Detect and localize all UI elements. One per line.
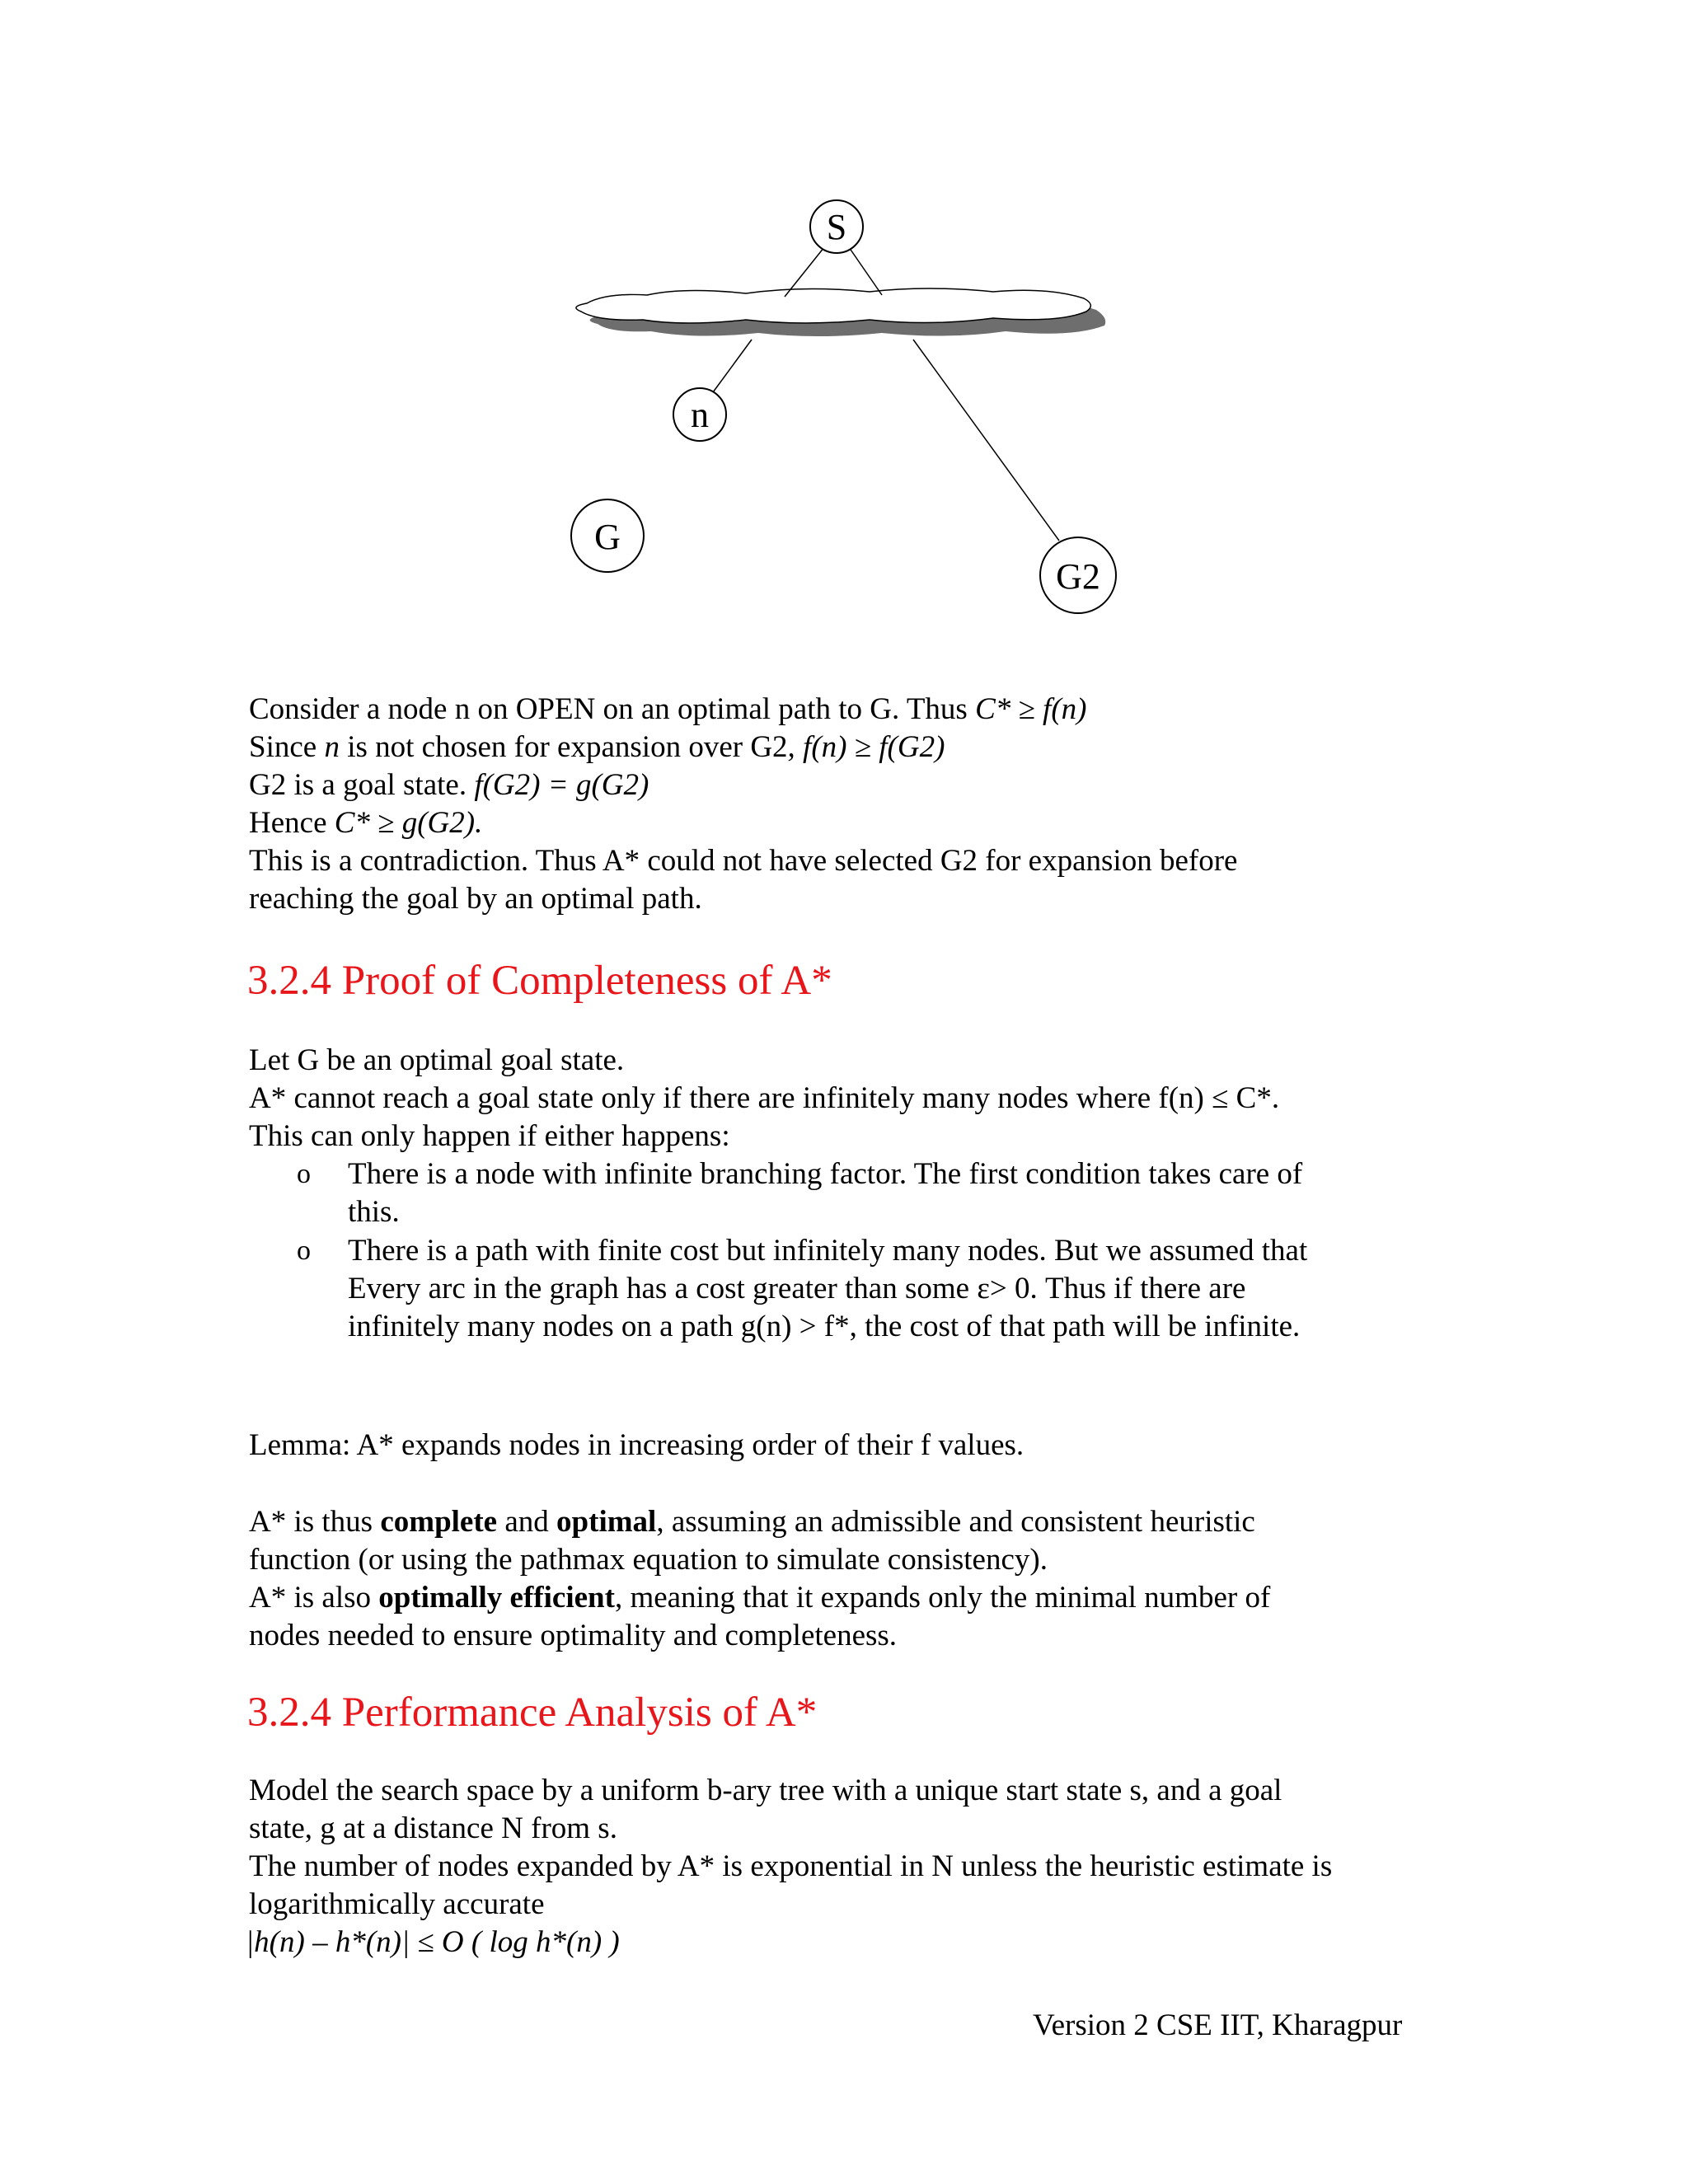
search-tree-diagram bbox=[0, 0, 1688, 659]
completeness-line-1: Let G be an optimal goal state. bbox=[249, 1043, 625, 1077]
bullet-2-line-1: There is a path with finite cost but infinitely many nodes. But we assumed that bbox=[348, 1234, 1308, 1268]
proof-line-4: Hence C* ≥ g(G2). bbox=[249, 806, 483, 840]
node-g2-label: G2 bbox=[1056, 556, 1100, 597]
performance-line-2: state, g at a distance N from s. bbox=[249, 1811, 617, 1845]
proof-line-1: Consider a node n on OPEN on an optimal path to G. Thus C* ≥ f(n) bbox=[249, 692, 1087, 726]
node-n-label: n bbox=[691, 395, 709, 435]
summary-line-1: A* is thus complete and optimal, assuming an admissible and consistent heuristic bbox=[249, 1505, 1255, 1539]
node-s bbox=[810, 200, 863, 253]
node-n bbox=[673, 388, 726, 441]
page-footer: Version 2 CSE IIT, Kharagpur bbox=[1033, 2008, 1403, 2042]
node-g bbox=[571, 499, 644, 572]
edge-s-right bbox=[849, 247, 882, 295]
lemma-line: Lemma: A* expands nodes in increasing order of their f values. bbox=[249, 1428, 1025, 1462]
summary-line-3: A* is also optimally efficient, meaning that it expands only the minimal number of bbox=[249, 1581, 1271, 1615]
completeness-heading: 3.2.4 Proof of Completeness of A* bbox=[247, 958, 832, 1004]
cloud-shape bbox=[576, 288, 1090, 323]
completeness-line-2: A* cannot reach a goal state only if there are infinitely many nodes where f(n) ≤ C*. bbox=[249, 1081, 1280, 1115]
performance-formula: |h(n) – h*(n)| ≤ O ( log h*(n) ) bbox=[246, 1925, 620, 1959]
bullet-2-line-3: infinitely many nodes on a path g(n) > f*, the cost of that path will be infinite. bbox=[348, 1310, 1301, 1343]
edge-cloud-n bbox=[713, 340, 752, 392]
performance-line-1: Model the search space by a uniform b-ary tree with a unique start state s, and a goal bbox=[249, 1774, 1282, 1807]
node-g-label: G bbox=[594, 517, 621, 557]
bullet-1-line-1: There is a node with infinite branching factor. The first condition takes care of bbox=[348, 1157, 1303, 1191]
bullet-1-marker: o bbox=[297, 1159, 311, 1189]
proof-line-6: reaching the goal by an optimal path. bbox=[249, 882, 702, 916]
summary-line-4: nodes needed to ensure optimality and completeness. bbox=[249, 1619, 898, 1652]
proof-line-5: This is a contradiction. Thus A* could not have selected G2 for expansion before bbox=[249, 844, 1238, 878]
bullet-2-line-2: Every arc in the graph has a cost greater than some ε> 0. Thus if there are bbox=[348, 1272, 1246, 1305]
performance-heading: 3.2.4 Performance Analysis of A* bbox=[247, 1690, 818, 1736]
bullet-2-marker: o bbox=[297, 1235, 311, 1266]
performance-line-4: logarithmically accurate bbox=[249, 1887, 545, 1921]
edge-cloud-g2 bbox=[913, 340, 1059, 541]
proof-line-3: G2 is a goal state. f(G2) = g(G2) bbox=[249, 768, 649, 802]
bullet-1-line-2: this. bbox=[348, 1195, 400, 1229]
summary-line-2: function (or using the pathmax equation to simulate consistency). bbox=[249, 1543, 1048, 1577]
completeness-line-3: This can only happen if either happens: bbox=[249, 1119, 730, 1153]
proof-line-2: Since n is not chosen for expansion over G2, f(n) ≥ f(G2) bbox=[249, 730, 945, 764]
performance-line-3: The number of nodes expanded by A* is exponential in N unless the heuristic estimate is bbox=[249, 1849, 1333, 1883]
node-g2 bbox=[1040, 537, 1116, 613]
node-s-label: S bbox=[826, 207, 847, 247]
